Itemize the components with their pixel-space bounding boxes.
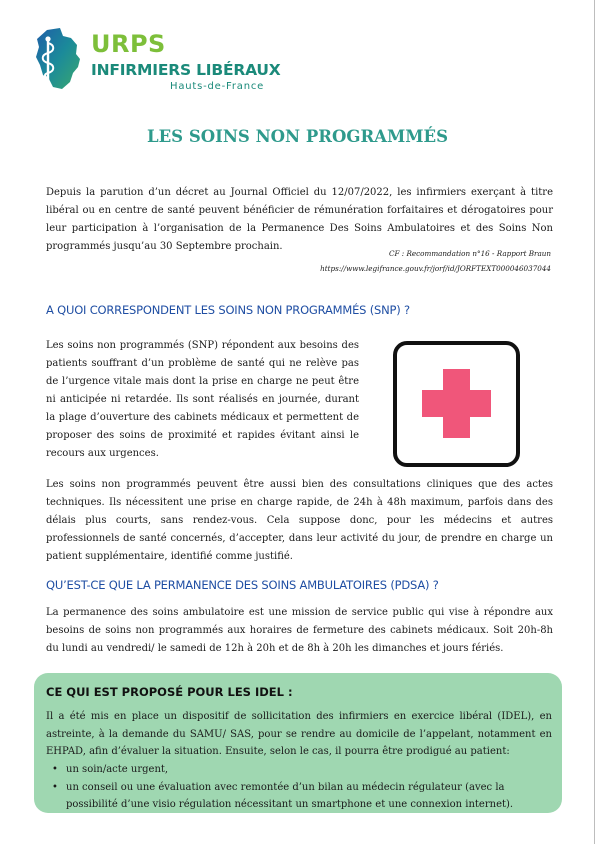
medical-cross-icon [393, 341, 520, 467]
pdsa-paragraph: La permanence des soins ambulatoire est une mission de service public qui vise à répondre aux besoins de soins non programmés aux horaires de fermeture des cabinets médicaux. Soit 20h-8h du lundi au vendredi/ le samedi de 12h à 20h et de 8h à 20h les dimanches et jours fériés. [46, 607, 553, 654]
bullet-icon: • [52, 764, 58, 775]
list-item-text: un conseil ou une évaluation avec remontée d’un bilan au médecin régulateur (avec la possibilité d’une visio régulation nécessitant un smartphone et une connexion internet). [66, 781, 514, 810]
idel-box [34, 673, 562, 813]
reference-url: https://www.legifrance.gouv.fr/jorf/id/JORFTEXT000046037044 [320, 264, 551, 273]
idel-paragraph: Il a été mis en place un dispositif de sollicitation des infirmiers en exercice libéral (IDEL), en astreinte, à la demande du SAMU/ SAS, pour se rendre au domicile de l’appelant, notamment en EHPAD, afin d’évaluer la situation. Ensuite, selon le cas, il pourra être prodigué au patient: [46, 711, 552, 757]
snp-paragraph-2: Les soins non programmés peuvent être aussi bien des consultations cliniques que des actes techniques. Ils nécessitent une prise en charge rapide, de 24h à 48h maximum, parfois dans des délais plus courts, sans rendez-vous. Cela suppose donc, pour les médecins et autres professionnels de santé concernés, d’accepter, dans leur activité du jour, de prendre en charge un patient supplémentaire, identifié comme justifié. [46, 479, 553, 562]
snp-paragraph-1: Les soins non programmés (SNP) répondent aux besoins des patients souffrant d’un problème de santé qui ne relève pas de l’urgence vitale mais dont la prise en charge ne peut être ni anticipée ni retardée. Ils sont réalisés en journée, durant la plage d’ouverture des cabinets médicaux et permettent de proposer des soins de proximité et rapides évitant ainsi le recours aux urgences. [46, 340, 359, 459]
section-heading-pdsa: QU’EST-CE QUE LA PERMANENCE DES SOINS AMBULATOIRES (PDSA) ? [46, 578, 439, 592]
hauts-de-france-map-icon [33, 27, 89, 93]
idel-bullet-list [46, 761, 552, 814]
logo-name: URPS [91, 30, 166, 58]
list-item [46, 761, 552, 779]
logo-subtitle: INFIRMIERS LIBÉRAUX [91, 61, 281, 79]
urps-logo [33, 27, 283, 97]
list-item [46, 779, 552, 814]
intro-paragraph: Depuis la parution d’un décret au Journal Officiel du 12/07/2022, les infirmiers exerçant à titre libéral ou en centre de santé peuvent bénéficier de rémunération forfaitaires et dérogatoires pour leur participation à l’organisation de la Permanence Des Soins Ambulatoires et des Soins Non programmés jusqu’au 30 Septembre prochain. [46, 187, 553, 252]
section-heading-snp: A QUOI CORRESPONDENT LES SOINS NON PROGRAMMÉS (SNP) ? [46, 303, 410, 317]
reference-recommendation: CF : Recommandation n°16 - Rapport Braun [389, 249, 551, 258]
list-item-text: un soin/acte urgent, [66, 764, 169, 775]
bullet-icon: • [52, 781, 58, 793]
logo-region: Hauts-de-France [170, 81, 265, 92]
section-heading-idel: CE QUI EST PROPOSÉ POUR LES IDEL : [46, 685, 293, 699]
references [320, 246, 551, 276]
page-title: LES SOINS NON PROGRAMMÉS [147, 127, 448, 146]
